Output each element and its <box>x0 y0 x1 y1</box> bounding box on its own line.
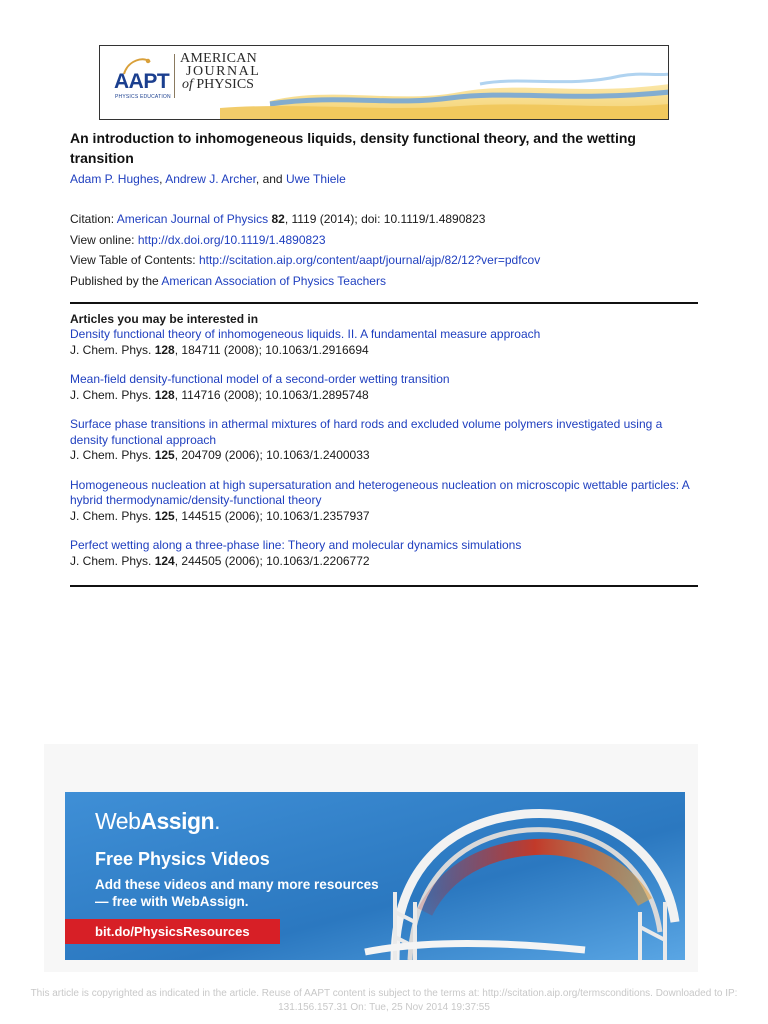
view-online-label: View online: <box>70 232 138 247</box>
ref-details: , 244505 (2006); 10.1063/1.2206772 <box>174 553 370 568</box>
article-title: An introduction to inhomogeneous liquids, density functional theory, and the wetting transition <box>70 130 636 166</box>
ref-journal: J. Chem. Phys. <box>70 553 155 568</box>
article-metadata <box>70 209 540 291</box>
brand-web: Web <box>95 808 141 834</box>
ad-subtext: Add these videos and many more resources — free with WebAssign. <box>95 877 379 909</box>
related-article-reference <box>70 554 700 570</box>
ref-journal: J. Chem. Phys. <box>70 508 155 523</box>
ref-details: , 204709 (2006); 10.1063/1.2400033 <box>174 448 370 462</box>
citation-details: , 1119 (2014); doi: 10.1119/1.4890823 <box>284 212 486 226</box>
citation-volume: 82 <box>271 212 285 226</box>
divider-bottom <box>70 585 698 587</box>
related-article <box>70 327 700 358</box>
webassign-logo <box>95 808 220 835</box>
related-article-reference <box>70 448 700 464</box>
author-link-archer[interactable]: Andrew J. Archer <box>165 172 256 186</box>
publisher-label: Published by the <box>70 273 162 288</box>
aapt-logo-subtext: PHYSICS EDUCATION <box>115 94 171 100</box>
toc-label: View Table of Contents: <box>70 253 199 267</box>
journal-name-line1: AMERICAN <box>180 51 258 66</box>
journal-name-physics: PHYSICS <box>196 77 254 92</box>
citation-label: Citation: <box>70 212 117 226</box>
journal-name <box>180 52 260 91</box>
author-link-thiele[interactable]: Uwe Thiele <box>285 172 346 186</box>
related-article-link[interactable]: Homogeneous nucleation at high supersaturation and heterogeneous nucleation on microscopic wettable particles: A hybrid thermodynamic/density-functional theory <box>70 477 690 507</box>
publisher-line <box>70 271 540 292</box>
footer-line2: 131.156.157.31 On: Tue, 25 Nov 2014 19:37:55 <box>278 1002 490 1013</box>
copyright-footer <box>20 987 748 1015</box>
ref-volume: 128 <box>154 342 175 357</box>
aapt-logo <box>114 56 172 114</box>
journal-name-of: of <box>182 77 193 92</box>
related-article-reference <box>70 388 700 404</box>
journal-banner <box>99 45 669 120</box>
ref-details: , 144515 (2006); 10.1063/1.2357937 <box>174 508 370 523</box>
brand-assign: Assign <box>140 808 215 834</box>
ad-headline: Free Physics Videos <box>95 849 270 869</box>
related-article <box>70 372 700 403</box>
brand-mark: . <box>214 808 220 834</box>
citation-line <box>70 209 540 230</box>
related-article-reference <box>70 343 700 359</box>
related-article-link[interactable]: Density functional theory of inhomogeneous liquids. II. A fundamental measure approach <box>70 327 541 341</box>
related-article <box>70 478 700 525</box>
journal-name-line3 <box>180 78 260 91</box>
ad-cta-link[interactable]: bit.do/PhysicsResources <box>65 919 280 944</box>
ref-journal: J. Chem. Phys. <box>70 387 155 402</box>
divider-top <box>70 302 698 304</box>
related-articles <box>70 311 700 569</box>
journal-name-line2: JOURNAL <box>186 64 261 79</box>
related-article <box>70 417 700 464</box>
webassign-ad[interactable] <box>65 792 685 960</box>
author-separator: , <box>159 172 166 186</box>
view-online-link[interactable]: http://dx.doi.org/10.1119/1.4890823 <box>137 232 326 247</box>
logo-divider <box>174 54 175 98</box>
footer-line1: This article is copyrighted as indicated in the article. Reuse of AAPT content is subject to the terms at: http://scitation.aip.org/termsconditions. Downloaded to IP: <box>30 988 738 999</box>
related-article-link[interactable]: Mean-field density-functional model of a second-order wetting transition <box>70 372 450 386</box>
ref-volume: 124 <box>154 553 175 568</box>
ref-journal: J. Chem. Phys. <box>70 448 155 462</box>
related-article <box>70 538 700 569</box>
ref-volume: 125 <box>154 508 175 523</box>
author-list <box>70 171 346 187</box>
ref-details: , 114716 (2008); 10.1063/1.2895748 <box>174 387 369 402</box>
author-separator: , and <box>255 172 286 186</box>
view-online-line <box>70 230 540 251</box>
related-article-reference <box>70 509 700 525</box>
related-article-link[interactable]: Perfect wetting along a three-phase line: Theory and molecular dynamics simulations <box>70 538 522 552</box>
related-articles-heading: Articles you may be interested in <box>70 312 259 326</box>
ref-volume: 125 <box>154 448 175 462</box>
toc-line <box>70 250 540 271</box>
ref-details: , 184711 (2008); 10.1063/1.2916694 <box>174 342 369 357</box>
ref-journal: J. Chem. Phys. <box>70 342 155 357</box>
ref-volume: 128 <box>154 387 175 402</box>
toc-link[interactable]: http://scitation.aip.org/content/aapt/journal/ajp/82/12?ver=pdfcov <box>198 253 541 267</box>
citation-journal-link[interactable]: American Journal of Physics <box>116 212 269 226</box>
aapt-logo-text: AAPT <box>114 70 170 93</box>
publisher-link[interactable]: American Association of Physics Teachers <box>161 273 386 288</box>
related-article-link[interactable]: Surface phase transitions in athermal mixtures of hard rods and excluded volume polymers investigated using a density functional approach <box>70 417 663 447</box>
author-link-hughes[interactable]: Adam P. Hughes <box>70 172 160 186</box>
